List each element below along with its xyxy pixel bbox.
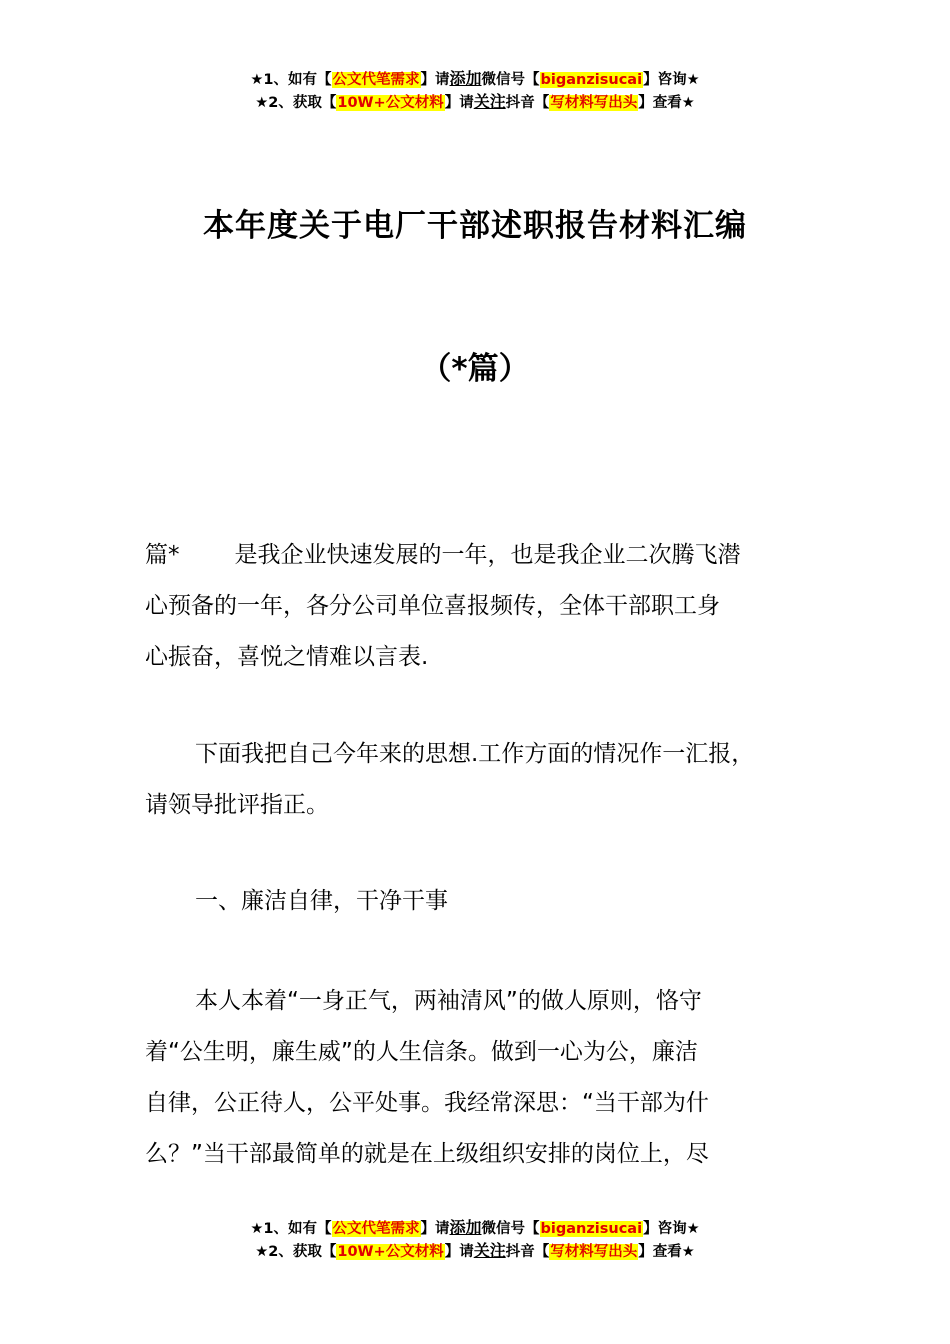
- section-heading: [145, 876, 835, 927]
- paragraph-2: [145, 729, 835, 831]
- paragraph-line: [145, 530, 835, 581]
- banner-text: 】查看★: [638, 95, 695, 111]
- header-banner: [0, 68, 950, 114]
- banner-text: 】查看★: [638, 1244, 695, 1260]
- paragraph-line: 请领导批评指正。: [145, 792, 329, 818]
- banner-text: 】请: [444, 95, 474, 111]
- banner-text: ★1、如有【: [250, 72, 332, 88]
- document-subtitle: （*篇）: [420, 351, 530, 387]
- banner-highlight-douyin-id: 写材料写出头: [550, 1244, 638, 1260]
- banner-underlined-text: 添加: [449, 1218, 482, 1237]
- banner-text: 抖音【: [505, 95, 550, 111]
- paragraph-4: [145, 976, 835, 1180]
- banner-text: 微信号【: [481, 72, 540, 88]
- banner-text: 】请: [444, 1244, 474, 1260]
- banner-text: 】请: [420, 1221, 450, 1237]
- paragraph-line: 自律，公正待人，公平处事。我经常深思：“当干部为什: [145, 1090, 709, 1116]
- section-label: 篇*: [145, 542, 180, 568]
- banner-highlight: 公文代笔需求: [332, 1221, 420, 1237]
- banner-line-1: [0, 1217, 950, 1240]
- document-title: 本年度关于电厂干部述职报告材料汇编: [203, 208, 747, 244]
- banner-text: ★2、获取【: [255, 95, 337, 111]
- paragraph-line: 心振奋，喜悦之情难以言表.: [145, 644, 429, 670]
- heading-text: 一、廉洁自律，干净干事: [195, 888, 448, 914]
- banner-highlight: 10W+公文材料: [337, 1244, 444, 1260]
- banner-text: 微信号【: [481, 1221, 540, 1237]
- paragraph-line: 心预备的一年，各分公司单位喜报频传，全体干部职工身: [145, 593, 720, 619]
- banner-line-1: [0, 68, 950, 91]
- banner-text: 】咨询★: [643, 72, 700, 88]
- banner-underlined-text: 关注: [473, 1241, 506, 1260]
- banner-line-2: [0, 1240, 950, 1263]
- paragraph-line: 着“公生明，廉生威”的人生信条。做到一心为公，廉洁: [145, 1039, 698, 1065]
- banner-highlight-wechat-id: biganzisucai: [540, 72, 643, 88]
- banner-text: 】咨询★: [643, 1221, 700, 1237]
- banner-text: 】请: [420, 72, 450, 88]
- banner-text: ★2、获取【: [255, 1244, 337, 1260]
- banner-line-2: [0, 91, 950, 114]
- banner-highlight: 公文代笔需求: [332, 72, 420, 88]
- paragraph-1: [145, 530, 835, 683]
- banner-highlight-douyin-id: 写材料写出头: [550, 95, 638, 111]
- footer-banner: [0, 1217, 950, 1263]
- banner-highlight: 10W+公文材料: [337, 95, 444, 111]
- banner-text: 抖音【: [505, 1244, 550, 1260]
- banner-underlined-text: 添加: [449, 69, 482, 88]
- paragraph-line: 本人本着“一身正气，两袖清风”的做人原则，恪守: [195, 988, 702, 1014]
- paragraph-text: 是我企业快速发展的一年，也是我企业二次腾飞潜: [234, 542, 741, 568]
- banner-highlight-wechat-id: biganzisucai: [540, 1221, 643, 1237]
- banner-underlined-text: 关注: [473, 92, 506, 111]
- paragraph-line: 下面我把自己今年来的思想.工作方面的情况作一汇报，: [195, 741, 755, 767]
- paragraph-line: 么？”当干部最简单的就是在上级组织安排的岗位上，尽: [145, 1141, 709, 1167]
- banner-text: ★1、如有【: [250, 1221, 332, 1237]
